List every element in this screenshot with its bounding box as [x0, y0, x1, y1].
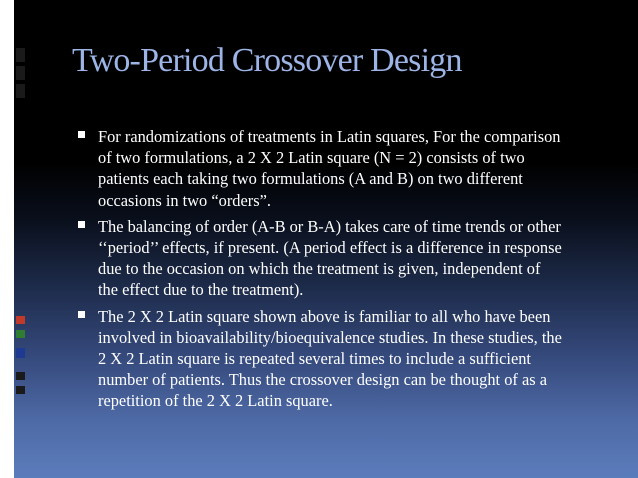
side-decoration [16, 0, 25, 478]
side-block [16, 316, 25, 324]
bullet-line: The 2 X 2 Latin square shown above is familiar to all who have been [98, 306, 551, 326]
square-bullet-icon [78, 311, 85, 318]
bullet-item [72, 126, 612, 211]
bullet-line: occasions in two “orders”. [98, 190, 271, 210]
bullet-line: repetition of the 2 X 2 Latin square. [98, 391, 333, 411]
bullet-line: For randomizations of treatments in Latin squares, For the comparison [98, 127, 561, 146]
bullet-line: patients each taking two formulations (A and B) on two different [98, 169, 523, 189]
side-block [16, 330, 25, 338]
bullet-item [72, 306, 612, 412]
bullet-line: due to the occasion on which the treatment is given, independent of [98, 259, 541, 279]
side-block [16, 48, 25, 62]
bullet-item [72, 216, 612, 301]
bullet-line: involved in bioavailability/bioequivalence studies. In these studies, the [98, 327, 562, 347]
bullet-line: of two formulations, a 2 X 2 Latin square (N = 2) consists of two [98, 148, 525, 168]
slide-title: Two-Period Crossover Design [72, 42, 462, 79]
bullet-line: 2 X 2 Latin square is repeated several times to include a sufficient [98, 349, 531, 369]
bullet-line: number of patients. Thus the crossover design can be thought of as a [98, 370, 547, 390]
left-white-strip [0, 0, 14, 478]
side-block [16, 66, 25, 80]
square-bullet-icon [78, 221, 85, 228]
square-bullet-icon [78, 131, 85, 138]
side-block [16, 348, 25, 358]
side-block [16, 386, 25, 394]
bullet-list [72, 126, 612, 417]
bullet-line: The balancing of order (A-B or B-A) takes care of time trends or other [98, 216, 561, 236]
side-block [16, 84, 25, 98]
side-block [16, 372, 25, 380]
bullet-line: the effect due to the treatment). [98, 280, 304, 300]
bullet-line: ‘‘period’’ effects, if present. (A period effect is a difference in response [98, 238, 562, 258]
